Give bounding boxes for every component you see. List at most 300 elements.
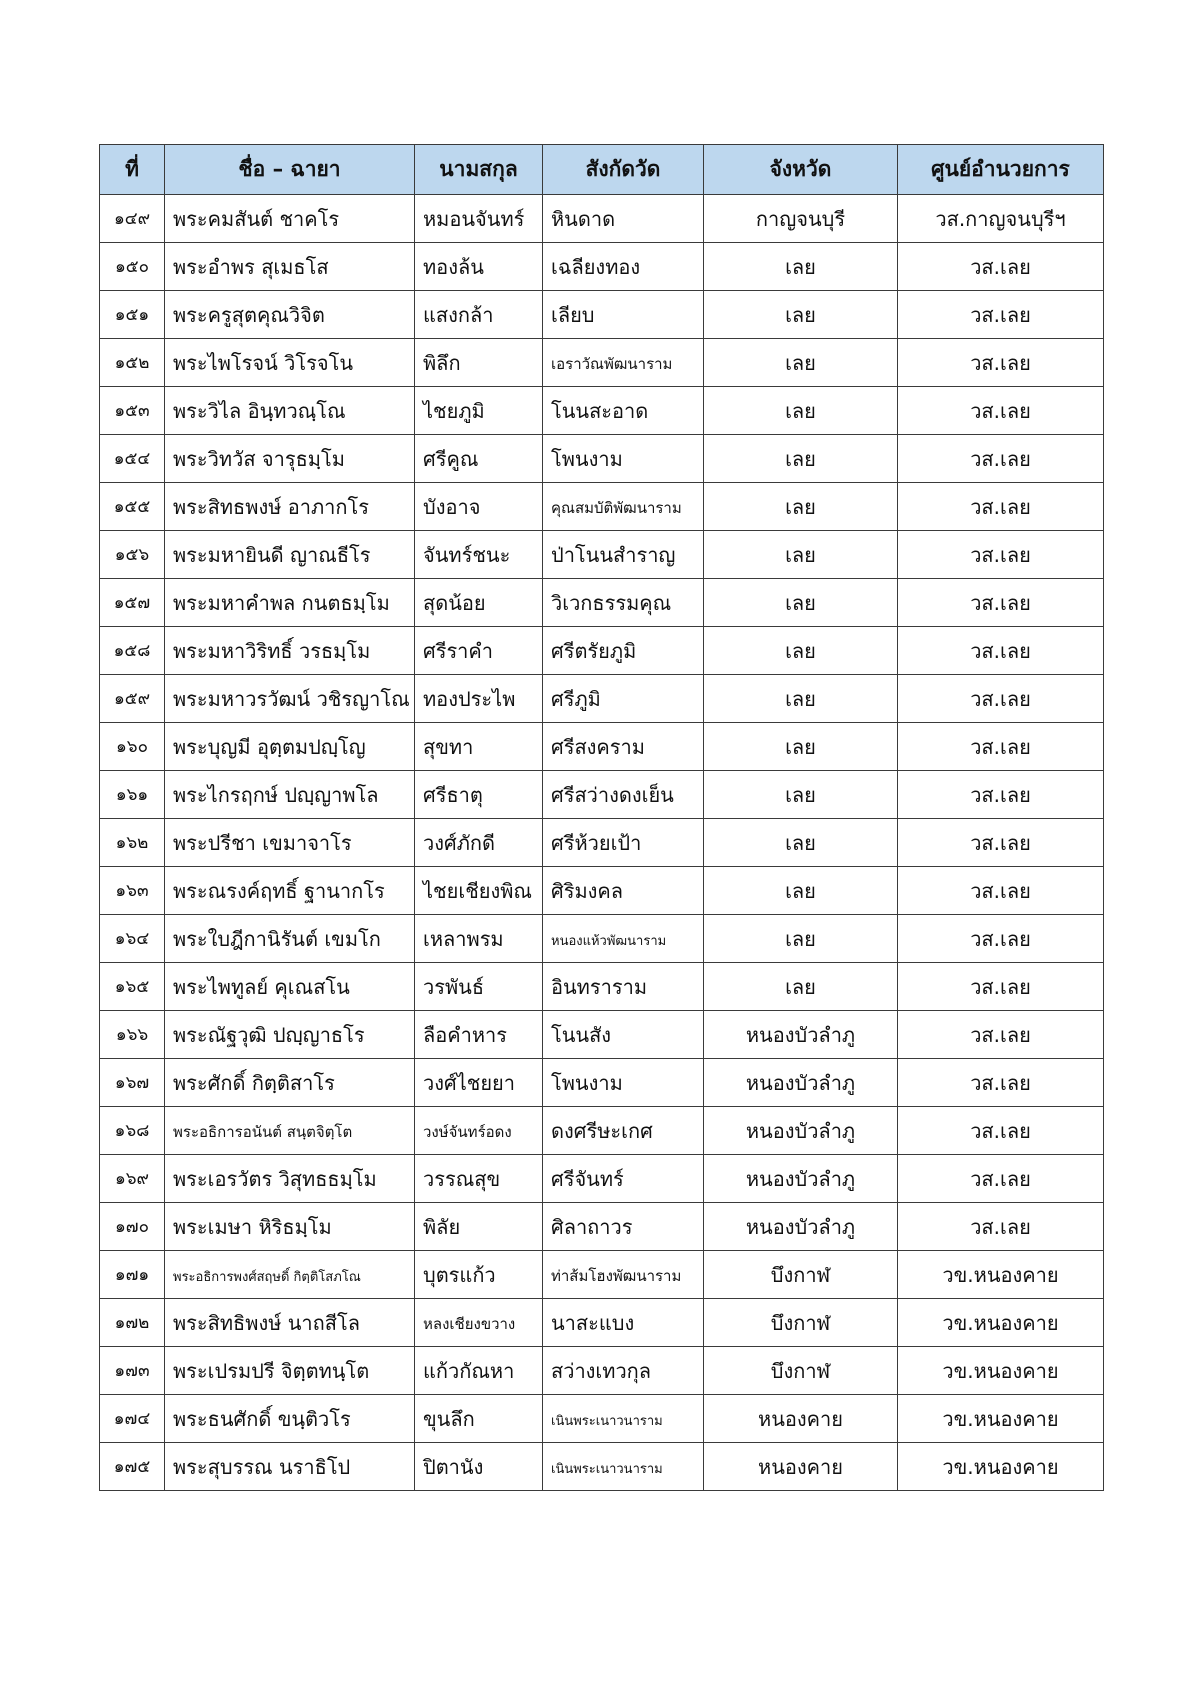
table-row (100, 1443, 1104, 1491)
cell-no (100, 627, 165, 675)
cell-temple (543, 963, 704, 1011)
cell-temple-text: หนองแห้วพัฒนาราม (551, 934, 667, 949)
cell-name-text: พระอธิการพงศ์สฤษดิ์ กิตฺติโสภโณ (173, 1270, 361, 1285)
cell-center-text: วส.เลย (970, 1070, 1031, 1095)
cell-no (100, 1155, 165, 1203)
cell-center-text: วส.เลย (970, 830, 1031, 855)
cell-center-text: วข.หนองคาย (942, 1454, 1059, 1479)
cell-province (704, 627, 898, 675)
cell-province (704, 1203, 898, 1251)
table-row (100, 675, 1104, 723)
cell-center-text: วส.เลย (970, 926, 1031, 951)
cell-surname-text: บังอาจ (423, 494, 481, 519)
cell-surname (415, 195, 543, 243)
cell-center-text: วส.เลย (970, 878, 1031, 903)
cell-temple-text: ศรีจันทร์ (551, 1166, 624, 1191)
cell-name-text: พระณรงค์ฤทธิ์ ฐานากโร (173, 878, 385, 903)
table-row (100, 483, 1104, 531)
cell-temple (543, 435, 704, 483)
cell-province (704, 819, 898, 867)
cell-surname (415, 1395, 543, 1443)
cell-temple (543, 723, 704, 771)
cell-province-text: กาญจนบุรี (755, 206, 846, 231)
cell-center-text: วส.เลย (970, 1214, 1031, 1239)
cell-surname-text: ไชยภูมิ (423, 398, 485, 423)
cell-center (898, 723, 1104, 771)
cell-surname-text: ศรีคูณ (423, 446, 479, 471)
cell-province (704, 1251, 898, 1299)
cell-temple (543, 195, 704, 243)
cell-temple (543, 819, 704, 867)
cell-no-text: ๑๖๗ (114, 1073, 150, 1093)
cell-province (704, 675, 898, 723)
cell-province-text: บึงกาฬ (770, 1310, 831, 1335)
cell-center (898, 387, 1104, 435)
cell-temple (543, 339, 704, 387)
table-row (100, 723, 1104, 771)
cell-surname-text: สุขทา (423, 734, 474, 759)
cell-center (898, 1059, 1104, 1107)
cell-no (100, 195, 165, 243)
cell-no-text: ๑๖๓ (115, 881, 149, 901)
cell-temple-text: ศิริมงคล (551, 878, 624, 903)
cell-name-text: พระธนศักดิ์ ขนฺติวโร (173, 1406, 351, 1431)
cell-name-text: พระมหาวรวัฒน์ วชิรญาโณ (173, 686, 410, 711)
cell-center (898, 627, 1104, 675)
cell-temple (543, 627, 704, 675)
cell-temple-text: คุณสมบัติพัฒนาราม (551, 498, 682, 517)
cell-no (100, 1443, 165, 1491)
cell-surname-text: ขุนลึก (423, 1406, 475, 1431)
cell-temple (543, 1155, 704, 1203)
cell-name (165, 1155, 415, 1203)
cell-temple (543, 1011, 704, 1059)
cell-province-text: เลย (785, 542, 816, 567)
cell-temple-text: ศิลาถาวร (551, 1214, 633, 1239)
cell-surname-text: เหลาพรม (423, 926, 504, 951)
cell-no-text: ๑๖๙ (114, 1169, 150, 1189)
table-row (100, 387, 1104, 435)
cell-no (100, 1107, 165, 1155)
cell-center (898, 531, 1104, 579)
cell-name-text: พระไกรฤกษ์ ปญฺญาพโล (173, 782, 379, 807)
table-row (100, 1395, 1104, 1443)
cell-name (165, 627, 415, 675)
cell-name (165, 867, 415, 915)
cell-center-text: วส.เลย (970, 686, 1031, 711)
cell-center-text: วส.เลย (970, 302, 1031, 327)
cell-temple (543, 1347, 704, 1395)
cell-province-text: เลย (785, 494, 816, 519)
cell-temple-text: ศรีตรัยภูมิ (551, 638, 637, 663)
cell-name (165, 339, 415, 387)
cell-province-text: หนองบัวลำภู (745, 1070, 856, 1095)
cell-no (100, 1203, 165, 1251)
cell-province (704, 243, 898, 291)
cell-surname-text: แก้วกัณหา (423, 1358, 515, 1383)
cell-surname-text: วงศ์ไชยยา (423, 1070, 515, 1095)
cell-center-text: วส.เลย (970, 542, 1031, 567)
cell-temple-text: ป่าโนนสำราญ (551, 542, 676, 567)
cell-center-text: วส.กาญจนบุรีฯ (935, 206, 1066, 231)
cell-surname (415, 291, 543, 339)
cell-name (165, 1347, 415, 1395)
cell-province (704, 1107, 898, 1155)
cell-no-text: ๑๖๒ (115, 833, 149, 853)
cell-temple-text: สว่างเทวกุล (551, 1358, 652, 1383)
table-row (100, 819, 1104, 867)
cell-surname (415, 1011, 543, 1059)
cell-center-text: วส.เลย (970, 974, 1031, 999)
table-row (100, 1347, 1104, 1395)
header-province: จังหวัด (704, 145, 898, 195)
table-row (100, 339, 1104, 387)
cell-surname (415, 915, 543, 963)
cell-surname-text: วงศ์ภักดี (423, 830, 495, 855)
cell-temple (543, 387, 704, 435)
cell-no-text: ๑๖๐ (116, 737, 148, 757)
cell-surname (415, 1155, 543, 1203)
cell-province (704, 531, 898, 579)
cell-name-text: พระปรีชา เขมาจาโร (173, 830, 352, 855)
cell-no-text: ๑๗๒ (114, 1313, 150, 1333)
cell-name (165, 435, 415, 483)
cell-province-text: บึงกาฬ (770, 1358, 831, 1383)
table-row (100, 1059, 1104, 1107)
monk-list-table (99, 144, 1104, 1491)
cell-temple (543, 915, 704, 963)
cell-temple-text: ดงศรีษะเกศ (551, 1118, 653, 1143)
cell-center (898, 435, 1104, 483)
cell-province (704, 195, 898, 243)
cell-name (165, 1203, 415, 1251)
cell-center-text: วข.หนองคาย (942, 1310, 1059, 1335)
cell-province (704, 291, 898, 339)
table-row (100, 627, 1104, 675)
cell-no (100, 1059, 165, 1107)
cell-temple-text: โพนงาม (551, 1070, 623, 1095)
cell-no (100, 1251, 165, 1299)
cell-center (898, 291, 1104, 339)
cell-surname-text: จันทร์ชนะ (423, 542, 511, 567)
cell-no (100, 1011, 165, 1059)
cell-surname (415, 483, 543, 531)
cell-center (898, 1155, 1104, 1203)
cell-no (100, 771, 165, 819)
cell-temple-text: เลียบ (551, 302, 595, 327)
cell-province-text: เลย (785, 446, 816, 471)
table-row (100, 435, 1104, 483)
cell-name-text: พระคมสันต์ ชาคโร (173, 206, 340, 231)
cell-name-text: พระสุบรรณ นราธิโป (173, 1454, 351, 1479)
cell-name (165, 819, 415, 867)
cell-center (898, 243, 1104, 291)
cell-province-text: เลย (785, 638, 816, 663)
cell-surname-text: วงษ์จันทร์อดง (423, 1122, 512, 1141)
cell-temple-text: ศรีสงคราม (551, 734, 645, 759)
cell-center (898, 1107, 1104, 1155)
cell-temple (543, 1059, 704, 1107)
cell-name (165, 195, 415, 243)
cell-no (100, 531, 165, 579)
table-body (100, 195, 1104, 1491)
cell-temple-text: วิเวกธรรมคุณ (551, 590, 672, 615)
header-temple: สังกัดวัด (543, 145, 704, 195)
cell-surname-text: หมอนจันทร์ (423, 206, 525, 231)
cell-name-text: พระวิไล อินฺทวณฺโณ (173, 398, 346, 423)
cell-center (898, 675, 1104, 723)
cell-surname (415, 531, 543, 579)
cell-name (165, 1251, 415, 1299)
cell-center-text: วส.เลย (970, 398, 1031, 423)
cell-province-text: เลย (785, 398, 816, 423)
cell-center-text: วส.เลย (970, 638, 1031, 663)
cell-center (898, 1347, 1104, 1395)
cell-center (898, 339, 1104, 387)
cell-name-text: พระอธิการอนันต์ สนฺตจิตฺโต (173, 1122, 353, 1141)
cell-no (100, 435, 165, 483)
cell-no-text: ๑๕๒ (114, 353, 150, 373)
cell-center-text: วส.เลย (970, 1022, 1031, 1047)
cell-temple (543, 1443, 704, 1491)
cell-surname (415, 1299, 543, 1347)
cell-temple-text: หินดาด (551, 206, 616, 231)
cell-temple-text: เนินพระเนาวนาราม (551, 1462, 663, 1477)
cell-center-text: วส.เลย (970, 446, 1031, 471)
cell-province (704, 1347, 898, 1395)
cell-province (704, 915, 898, 963)
cell-province-text: เลย (785, 878, 816, 903)
cell-center (898, 579, 1104, 627)
cell-no-text: ๑๕๖ (114, 545, 150, 565)
cell-no-text: ๑๖๔ (114, 929, 150, 949)
cell-center-text: วส.เลย (970, 254, 1031, 279)
cell-no-text: ๑๕๔ (113, 449, 151, 469)
cell-center (898, 915, 1104, 963)
cell-center (898, 867, 1104, 915)
cell-center (898, 1251, 1104, 1299)
cell-center-text: วส.เลย (970, 350, 1031, 375)
cell-no-text: ๑๕๕ (113, 497, 151, 517)
cell-no-text: ๑๖๕ (114, 977, 150, 997)
cell-temple (543, 579, 704, 627)
cell-no-text: ๑๗๐ (115, 1217, 149, 1237)
cell-province-text: หนองบัวลำภู (745, 1214, 856, 1239)
cell-name (165, 387, 415, 435)
cell-name-text: พระไพโรจน์ วิโรจโน (173, 350, 353, 375)
cell-province (704, 1011, 898, 1059)
cell-temple-text: ท่าส้มโฮงพัฒนาราม (551, 1266, 682, 1285)
header-center: ศูนย์อำนวยการ (898, 145, 1104, 195)
cell-no (100, 387, 165, 435)
cell-province-text: เลย (785, 830, 816, 855)
cell-surname-text: วรรณสุข (423, 1166, 501, 1191)
cell-temple (543, 1251, 704, 1299)
cell-temple-text: อินทราราม (551, 974, 647, 999)
cell-name (165, 1299, 415, 1347)
cell-name (165, 771, 415, 819)
cell-name (165, 915, 415, 963)
table-row (100, 579, 1104, 627)
table-row (100, 867, 1104, 915)
cell-no (100, 915, 165, 963)
cell-province-text: หนองบัวลำภู (745, 1022, 856, 1047)
cell-name-text: พระใบฎีกานิรันต์ เขมโก (173, 926, 381, 951)
cell-temple-text: โนนสะอาด (551, 398, 649, 423)
cell-temple-text: ศรีภูมิ (551, 686, 601, 711)
table-row (100, 1299, 1104, 1347)
cell-center (898, 819, 1104, 867)
cell-surname (415, 339, 543, 387)
cell-surname (415, 675, 543, 723)
cell-surname (415, 1107, 543, 1155)
cell-surname (415, 1059, 543, 1107)
table-row (100, 195, 1104, 243)
cell-center (898, 1395, 1104, 1443)
cell-name-text: พระมหาคำพล กนตธมฺโม (173, 590, 390, 615)
cell-province-text: หนองบัวลำภู (745, 1118, 856, 1143)
cell-province (704, 1155, 898, 1203)
cell-no-text: ๑๗๓ (114, 1361, 150, 1381)
cell-province-text: บึงกาฬ (770, 1262, 831, 1287)
cell-name (165, 1107, 415, 1155)
cell-no-text: ๑๕๐ (114, 257, 150, 277)
cell-center-text: วข.หนองคาย (942, 1406, 1059, 1431)
header-no: ที่ (100, 145, 165, 195)
cell-surname-text: หลงเชียงขวาง (423, 1314, 516, 1333)
table-row (100, 291, 1104, 339)
cell-name-text: พระมหาวิริทธิ์ วรธมฺโม (173, 638, 371, 663)
cell-province (704, 867, 898, 915)
table-row (100, 1107, 1104, 1155)
cell-no (100, 483, 165, 531)
table-row (100, 771, 1104, 819)
cell-center-text: วส.เลย (970, 1166, 1031, 1191)
table-row (100, 963, 1104, 1011)
cell-province (704, 1443, 898, 1491)
cell-no-text: ๑๖๑ (115, 785, 149, 805)
cell-surname (415, 867, 543, 915)
cell-province (704, 723, 898, 771)
cell-surname-text: สุดน้อย (423, 590, 486, 615)
cell-center (898, 1443, 1104, 1491)
cell-name (165, 1443, 415, 1491)
cell-no (100, 723, 165, 771)
cell-province (704, 1059, 898, 1107)
cell-center (898, 1011, 1104, 1059)
cell-name (165, 963, 415, 1011)
cell-temple-text: โพนงาม (551, 446, 623, 471)
cell-temple-text: เอราวัณพัฒนาราม (551, 354, 673, 373)
cell-no-text: ๑๕๘ (113, 641, 151, 661)
header-name: ชื่อ – ฉายา (165, 145, 415, 195)
cell-name-text: พระไพทูลย์ คุเณสโน (173, 974, 350, 999)
cell-temple (543, 1203, 704, 1251)
table-row (100, 1011, 1104, 1059)
cell-temple (543, 531, 704, 579)
cell-province-text: หนองคาย (758, 1454, 843, 1479)
cell-temple-text: นาสะแบง (551, 1310, 635, 1335)
cell-name-text: พระบุญมี อุตฺตมปญฺโญ (173, 734, 366, 759)
cell-surname (415, 1203, 543, 1251)
cell-temple-text: ศรีสว่างดงเย็น (551, 782, 674, 807)
cell-center-text: วข.หนองคาย (942, 1262, 1059, 1287)
table-row (100, 243, 1104, 291)
header-surname: นามสกุล (415, 145, 543, 195)
cell-name-text: พระครูสุตคุณวิจิต (173, 302, 325, 327)
cell-temple-text: เนินพระเนาวนาราม (551, 1414, 663, 1429)
cell-no (100, 579, 165, 627)
cell-province (704, 387, 898, 435)
cell-no (100, 867, 165, 915)
cell-name-text: พระณัฐวุฒิ ปญฺญาธโร (173, 1022, 365, 1047)
cell-no-text: ๑๖๖ (115, 1025, 149, 1045)
cell-center-text: วส.เลย (970, 782, 1031, 807)
table-row (100, 1251, 1104, 1299)
cell-center (898, 771, 1104, 819)
table-row (100, 1203, 1104, 1251)
cell-province (704, 483, 898, 531)
cell-surname-text: ศรีธาตุ (423, 782, 483, 807)
cell-center-text: วส.เลย (970, 734, 1031, 759)
cell-province (704, 339, 898, 387)
cell-name-text: พระสิทธิพงษ์ นาถสีโล (173, 1310, 360, 1335)
cell-name (165, 291, 415, 339)
cell-temple (543, 867, 704, 915)
cell-name-text: พระวิทวัส จารุธมฺโม (173, 446, 345, 471)
cell-province-text: เลย (785, 302, 816, 327)
cell-no-text: ๑๗๔ (113, 1409, 151, 1429)
cell-surname-text: พิลัย (423, 1214, 461, 1239)
cell-surname (415, 435, 543, 483)
cell-surname (415, 1251, 543, 1299)
cell-surname-text: ทองประไพ (423, 686, 516, 711)
cell-province-text: เลย (785, 734, 816, 759)
cell-province-text: เลย (785, 590, 816, 615)
cell-surname-text: ไชยเชียงพิณ (423, 878, 532, 903)
cell-center-text: วส.เลย (970, 494, 1031, 519)
cell-province (704, 1395, 898, 1443)
cell-surname-text: บุตรแก้ว (423, 1262, 496, 1287)
cell-no (100, 339, 165, 387)
cell-name (165, 531, 415, 579)
cell-province-text: เลย (785, 974, 816, 999)
cell-name-text: พระมหายินดี ญาณธีโร (173, 542, 371, 567)
cell-province (704, 579, 898, 627)
cell-surname (415, 723, 543, 771)
cell-name (165, 1395, 415, 1443)
cell-surname (415, 243, 543, 291)
cell-surname (415, 387, 543, 435)
table-row (100, 915, 1104, 963)
cell-surname-text: ปิตานัง (423, 1454, 484, 1479)
cell-name-text: พระเมษา หิริธมฺโม (173, 1214, 332, 1239)
cell-province-text: เลย (785, 254, 816, 279)
cell-name (165, 723, 415, 771)
cell-no (100, 243, 165, 291)
cell-surname (415, 819, 543, 867)
cell-name-text: พระเอรวัตร วิสุทธธมฺโม (173, 1166, 377, 1191)
cell-province (704, 1299, 898, 1347)
cell-temple (543, 1299, 704, 1347)
cell-province-text: เลย (785, 782, 816, 807)
cell-temple (543, 483, 704, 531)
cell-province (704, 963, 898, 1011)
cell-center (898, 963, 1104, 1011)
cell-no (100, 291, 165, 339)
cell-center (898, 1203, 1104, 1251)
cell-temple (543, 771, 704, 819)
